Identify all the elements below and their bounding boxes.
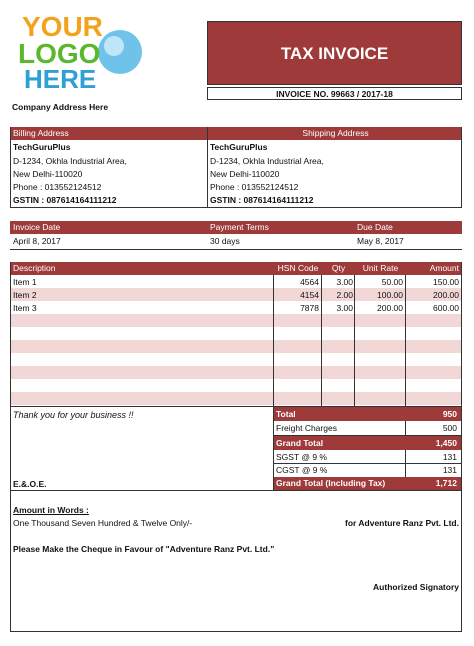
invoice-number: INVOICE NO. 99663 / 2017-18: [207, 87, 462, 100]
col-rate: Unit Rate: [362, 263, 399, 273]
logo-line-1: YOUR: [22, 11, 103, 42]
thank-you-note: Thank you for your business !!: [13, 410, 134, 420]
payment-terms: 30 days: [210, 236, 240, 246]
grand-total-label: Grand Total: [276, 438, 324, 448]
company-address: Company Address Here: [12, 102, 109, 112]
sgst-value: 131: [442, 452, 457, 462]
invoice-title-box: [207, 21, 462, 85]
amount-in-words: One Thousand Seven Hundred & Twelve Only/-: [13, 518, 193, 528]
total-label: Total: [276, 409, 296, 419]
amount-in-words-label: Amount in Words :: [13, 505, 89, 515]
grand-total-tax-value: 1,712: [435, 478, 457, 488]
billing-line2: New Delhi-110020: [13, 169, 83, 179]
shipping-line2: New Delhi-110020: [210, 169, 280, 179]
billing-phone: Phone : 013552124512: [13, 182, 102, 192]
cgst-label: CGST @ 9 %: [276, 465, 328, 475]
billing-name: TechGuruPlus: [13, 142, 71, 152]
item-description: Item 1: [13, 277, 37, 287]
page-title: TAX INVOICE: [280, 44, 389, 63]
item-qty: 3.00: [336, 303, 353, 313]
item-hsn: 7878: [300, 303, 319, 313]
col-qty: Qty: [331, 263, 346, 273]
grand-total-tax-label: Grand Total (Including Tax): [276, 478, 386, 488]
logo-line-3: HERE: [24, 64, 97, 93]
shipping-phone: Phone : 013552124512: [210, 182, 299, 192]
billing-line1: D-1234, Okhla Industrial Area,: [13, 156, 127, 166]
col-amount: Amount: [429, 263, 459, 273]
invoice-date-label: Invoice Date: [13, 222, 61, 232]
cheque-note: Please Make the Cheque in Favour of "Adventure Ranz Pvt. Ltd.": [13, 544, 275, 554]
item-description: Item 2: [13, 290, 37, 300]
billing-gstin: GSTIN : 087614164111212: [13, 195, 117, 205]
for-company: for Adventure Ranz Pvt. Ltd.: [345, 518, 459, 528]
sgst-label: SGST @ 9 %: [276, 452, 327, 462]
item-amount: 150.00: [433, 277, 459, 287]
logo-line-2: LOGO: [18, 38, 101, 69]
item-rate: 100.00: [377, 290, 403, 300]
shipping-gstin: GSTIN : 087614164111212: [210, 195, 314, 205]
invoice-date: April 8, 2017: [13, 236, 61, 246]
item-description: Item 3: [13, 303, 37, 313]
item-rate: 200.00: [377, 303, 403, 313]
freight-label: Freight Charges: [276, 423, 337, 433]
item-hsn: 4564: [300, 277, 319, 287]
item-amount: 600.00: [433, 303, 459, 313]
shipping-address-label: Shipping Address: [302, 128, 369, 138]
item-amount: 200.00: [433, 290, 459, 300]
logo-graphic: [10, 8, 150, 93]
freight-value: 500: [442, 423, 457, 433]
due-date: May 8, 2017: [357, 236, 404, 246]
cgst-value: 131: [442, 465, 457, 475]
item-qty: 3.00: [336, 277, 353, 287]
col-description: Description: [13, 263, 56, 273]
shipping-name: TechGuruPlus: [210, 142, 268, 152]
eoe-note: E.&.O.E.: [13, 479, 47, 489]
col-hsn: HSN Code: [277, 263, 319, 273]
billing-address-label: Billing Address: [13, 128, 69, 138]
due-date-label: Due Date: [357, 222, 393, 232]
payment-terms-label: Payment Terms: [210, 222, 269, 232]
authorized-signatory: Authorized Signatory: [373, 582, 459, 592]
item-hsn: 4154: [300, 290, 319, 300]
shipping-line1: D-1234, Okhla Industrial Area,: [210, 156, 324, 166]
item-rate: 50.00: [381, 277, 403, 287]
item-qty: 2.00: [336, 290, 353, 300]
company-logo: [10, 8, 150, 93]
total-value: 950: [442, 409, 457, 419]
grand-total-value: 1,450: [435, 438, 457, 448]
